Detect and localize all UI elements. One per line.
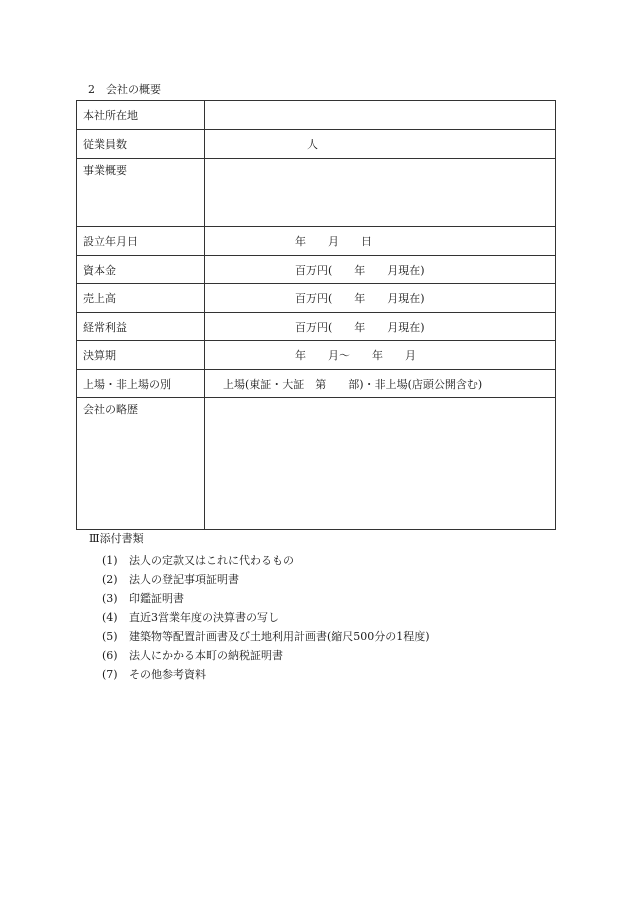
item-text: その他参考資料	[129, 668, 206, 681]
section-title: 2 会社の概要	[88, 83, 161, 96]
list-item	[90, 570, 430, 589]
attachments-section	[90, 532, 430, 684]
item-text: 法人の登記事項証明書	[129, 573, 239, 586]
listing-label: 上場・非上場の別	[77, 370, 205, 398]
ordinary-profit-label: 経常利益	[77, 313, 205, 341]
listing-cell[interactable]	[205, 370, 556, 398]
item-text: 直近3営業年度の決算書の写し	[129, 611, 279, 624]
fiscal-period-label: 決算期	[77, 341, 205, 370]
history-cell[interactable]	[205, 398, 556, 530]
item-number: (5)	[102, 630, 118, 643]
employees-label: 従業員数	[77, 130, 205, 159]
address-cell[interactable]	[205, 101, 556, 130]
capital-cell[interactable]	[205, 256, 556, 284]
established-label: 設立年月日	[77, 227, 205, 256]
item-text: 建築物等配置計画書及び土地利用計画書(縮尺500分の1程度)	[129, 630, 430, 643]
list-item	[90, 608, 430, 627]
business-cell[interactable]	[205, 159, 556, 227]
table-row	[77, 370, 556, 398]
table-row	[77, 159, 556, 227]
established-value: 年 月 日	[295, 235, 372, 248]
business-label: 事業概要	[77, 159, 205, 227]
list-item	[90, 646, 430, 665]
item-number: (6)	[102, 649, 118, 662]
item-number: (2)	[102, 573, 118, 586]
table-row	[77, 256, 556, 284]
table-row	[77, 341, 556, 370]
table-row	[77, 130, 556, 159]
address-label: 本社所在地	[77, 101, 205, 130]
sales-value: 百万円( 年 月現在)	[295, 292, 425, 305]
ordinary-profit-cell[interactable]	[205, 313, 556, 341]
company-overview-table	[76, 100, 556, 530]
item-number: (1)	[102, 554, 118, 567]
item-number: (4)	[102, 611, 118, 624]
employees-cell[interactable]	[205, 130, 556, 159]
fiscal-period-cell[interactable]	[205, 341, 556, 370]
item-text: 法人の定款又はこれに代わるもの	[129, 554, 294, 567]
list-item	[90, 665, 430, 684]
attachments-heading: Ⅲ添付書類	[89, 532, 144, 545]
fiscal-period-value: 年 月〜 年 月	[295, 349, 416, 362]
item-number: (7)	[102, 668, 118, 681]
attachments-list	[90, 551, 430, 684]
list-item	[90, 589, 430, 608]
capital-value: 百万円( 年 月現在)	[295, 263, 425, 277]
capital-label: 資本金	[77, 256, 205, 284]
table-row	[77, 313, 556, 341]
item-text: 印鑑証明書	[129, 592, 184, 605]
sales-cell[interactable]	[205, 284, 556, 313]
sales-label: 売上高	[77, 284, 205, 313]
table-row	[77, 398, 556, 530]
item-text: 法人にかかる本町の納税証明書	[129, 649, 283, 662]
table-row	[77, 101, 556, 130]
list-item	[90, 627, 430, 646]
listing-value: 上場(東証・大証 第 部)・非上場(店頭公開含む)	[223, 377, 483, 391]
table-row	[77, 284, 556, 313]
established-cell[interactable]	[205, 227, 556, 256]
employees-value: 人	[307, 138, 318, 151]
item-number: (3)	[102, 592, 118, 605]
history-label: 会社の略歴	[77, 398, 205, 530]
table-row	[77, 227, 556, 256]
ordinary-profit-value: 百万円( 年 月現在)	[295, 320, 425, 334]
list-item	[90, 551, 430, 570]
